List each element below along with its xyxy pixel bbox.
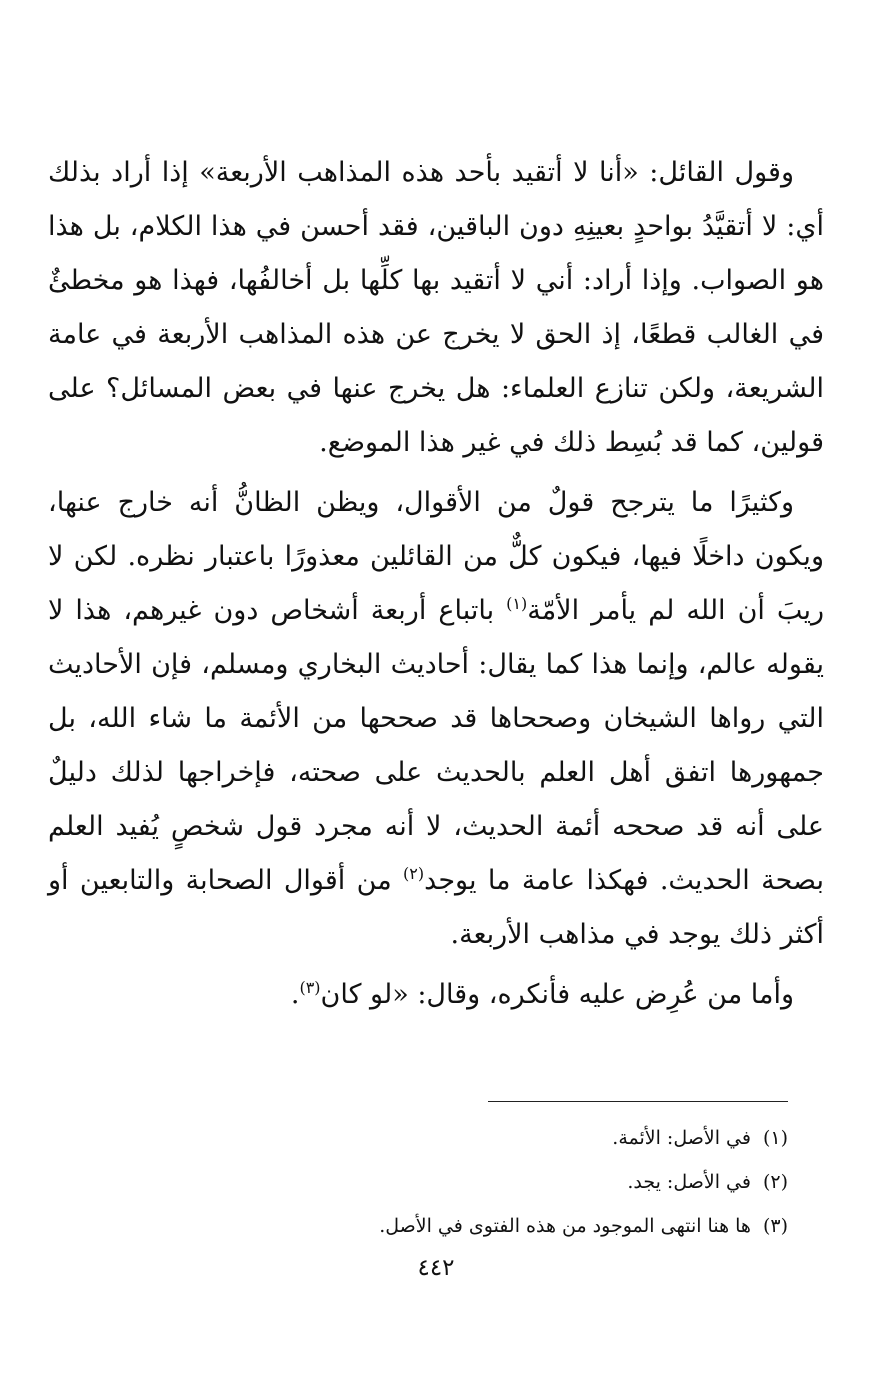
footnote-1-number: (١) — [762, 1127, 788, 1149]
paragraph-2-text-a: وكثيرًا ما يترجح قولٌ من الأقوال، ويظن الظانُّ أنه خارج عنها، ويكون داخلًا فيها، فيكون كلٌّ من القائلين معذورًا باعتبار نظره. لكن لا ريبَ أن الله لم يأمر الأمّة — [48, 487, 824, 626]
footnotes — [200, 1116, 788, 1248]
footnote-ref-2[interactable]: (٢) — [403, 864, 425, 883]
footnote-ref-1[interactable]: (١) — [506, 594, 528, 613]
footnote-3 — [200, 1204, 788, 1248]
footnote-1 — [200, 1116, 788, 1160]
paragraph-2-text-c: من أقوال الصحابة والتابعين أو أكثر ذلك يوجد في مذاهب الأربعة. — [48, 865, 824, 950]
paragraph-2 — [48, 476, 824, 962]
footnote-ref-3[interactable]: (٣) — [299, 978, 321, 997]
paragraph-3 — [48, 968, 824, 1022]
paragraph-2-text-b: باتباع أربعة أشخاص دون غيرهم، هذا لا يقوله عالم، وإنما هذا كما يقال: أحاديث البخاري ومسلم، فإن الأحاديث التي رواها الشيخان وصححاها قد صححها من الأئمة ما شاء الله، بل جمهورها اتفق أهل العلم بالحديث على صحته، فإخراجها لذلك دليلٌ على أنه قد صححه أئمة الحديث، لا أنه مجرد قول شخصٍ يُفيد العلم بصحة الحديث. فهكذا عامة ما يوجد — [48, 595, 824, 896]
footnote-3-number: (٣) — [762, 1215, 788, 1237]
footnote-divider — [488, 1101, 788, 1102]
footnote-2 — [200, 1160, 788, 1204]
paragraph-1 — [48, 146, 824, 470]
footnote-2-text: في الأصل: يجد. — [627, 1171, 751, 1193]
main-text — [48, 146, 824, 1022]
paragraph-1-text: وقول القائل: «أنا لا أتقيد بأحد هذه المذاهب الأربعة» إذا أراد بذلك أي: لا أتقيَّدُ بواحدٍ بعينِهِ دون الباقين، فقد أحسن في هذا الكلام، بل هذا هو الصواب. وإذا أراد: أني لا أتقيد بها كلِّها بل أخالفُها، فهذا هو مخطئٌ في الغالب قطعًا، إذ الحق لا يخرج عن هذه المذاهب الأربعة في عامة الشريعة، ولكن تنازع العلماء: هل يخرج عنها في بعض المسائل؟ على قولين، كما قد بُسِط ذلك في غير هذا الموضع. — [48, 157, 824, 458]
footnote-3-text: ها هنا انتهى الموجود من هذه الفتوى في الأصل. — [379, 1215, 751, 1237]
paragraph-3-text-b: . — [290, 979, 300, 1010]
paragraph-3-text-a: وأما من عُرِض عليه فأنكره، وقال: «لو كان — [320, 979, 794, 1010]
page-number: ٤٤٢ — [417, 1255, 455, 1281]
footnote-1-text: في الأصل: الأئمة. — [612, 1127, 751, 1149]
footnote-2-number: (٢) — [762, 1171, 788, 1193]
